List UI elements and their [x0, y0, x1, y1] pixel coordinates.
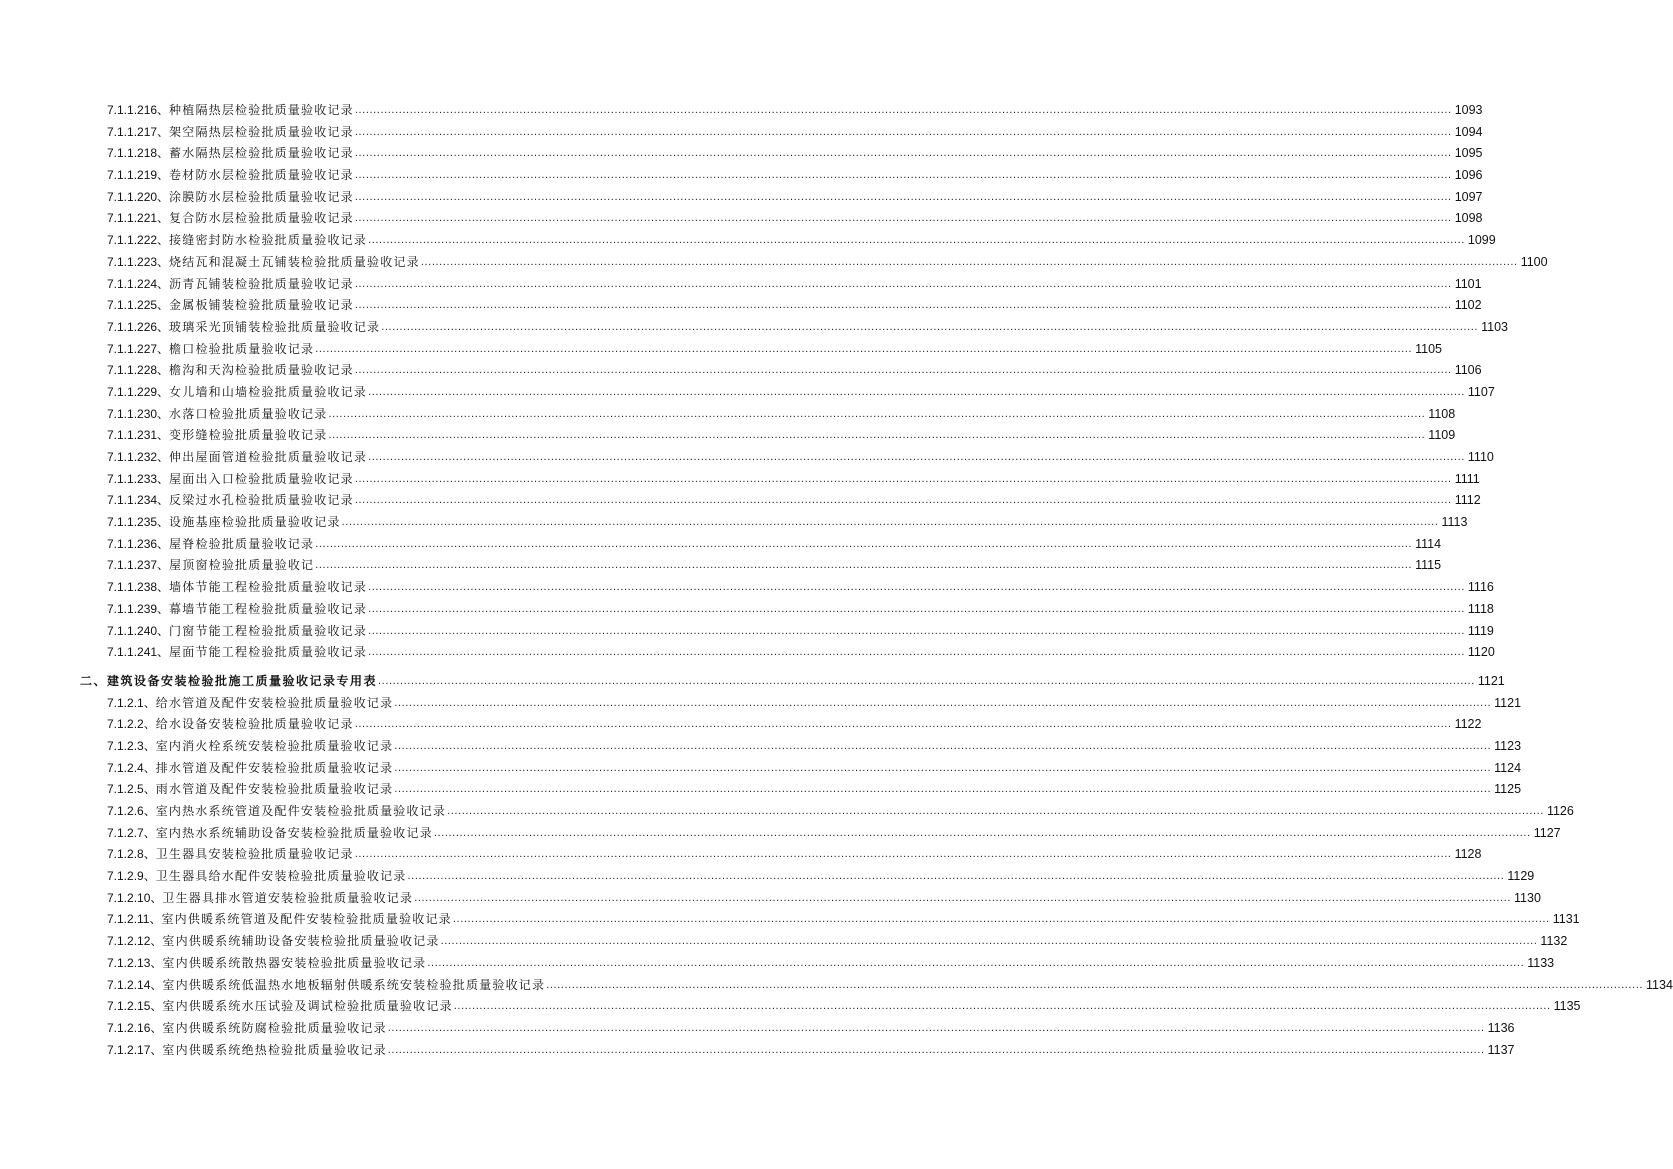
entry-label [107, 404, 328, 426]
entry-label [107, 230, 368, 252]
toc-entry[interactable] [0, 953, 1555, 975]
entry-page-number: 1093 [1454, 103, 1483, 117]
entry-page-number: 1134 [1646, 977, 1673, 992]
toc-entry[interactable] [0, 888, 1541, 910]
leader-dots: ............................................................................................................................................................................................................................................................................................................ [354, 299, 1452, 312]
table-of-contents [0, 100, 1673, 1061]
toc-entry[interactable] [0, 252, 1548, 274]
entry-title: 檐口检验批质量验收记录 [169, 341, 315, 356]
entry-page-number: 1101 [1454, 276, 1482, 291]
entry-label [107, 736, 394, 758]
entry-page-number: 1116 [1467, 580, 1494, 595]
entry-page-number: 1124 [1494, 760, 1522, 775]
entry-page-number: 1115 [1415, 558, 1442, 573]
entry-number: 7.1.1.222、 [107, 233, 170, 248]
toc-entry[interactable] [0, 425, 1456, 447]
leader-dots: ............................................................................................................................................................................................................................................................................................................ [315, 342, 1413, 355]
toc-entry[interactable] [0, 274, 1482, 296]
entry-label [107, 317, 381, 339]
toc-entry[interactable] [0, 996, 1581, 1018]
leader-dots: ............................................................................................................................................................................................................................................................................................................ [414, 891, 1512, 904]
entry-title: 室内供暖系统绝热检验批质量验收记录 [162, 1042, 387, 1057]
entry-label [107, 512, 342, 534]
leader-dots: ............................................................................................................................................................................................................................................................................................................ [381, 320, 1479, 333]
entry-label [107, 208, 355, 230]
leader-dots: ............................................................................................................................................................................................................................................................................................................ [378, 674, 1475, 687]
entry-number: 7.1.1.241、 [107, 645, 170, 660]
toc-entry[interactable] [0, 295, 1482, 317]
toc-group-building-equipment [0, 693, 1673, 1062]
leader-dots: ............................................................................................................................................................................................................................................................................................................ [328, 429, 1426, 442]
entry-page-number: 1119 [1467, 623, 1494, 638]
entry-title: 室内供暖系统辅助设备安装检验批质量验收记录 [162, 934, 440, 949]
entry-number: 7.1.2.1、 [107, 695, 156, 710]
entry-title: 室内供暖系统水压试验及调试检验批质量验收记录 [162, 999, 453, 1014]
entry-title: 雨水管道及配件安装检验批质量验收记录 [155, 782, 394, 797]
leader-dots: ............................................................................................................................................................................................................................................................................................................ [368, 234, 1465, 247]
leader-dots: ............................................................................................................................................................................................................................................................................................................ [427, 956, 1525, 969]
leader-dots: ............................................................................................................................................................................................................................................................................................................ [354, 848, 1452, 861]
entry-number: 7.1.1.236、 [107, 536, 170, 551]
entry-label [107, 469, 355, 491]
entry-title: 幕墙节能工程检验批质量验收记录 [169, 601, 368, 616]
entry-label [107, 866, 408, 888]
toc-entry[interactable] [0, 230, 1496, 252]
entry-label [107, 801, 447, 823]
toc-entry[interactable] [0, 447, 1494, 469]
entry-number: 7.1.2.16、 [107, 1020, 163, 1035]
leader-dots: ............................................................................................................................................................................................................................................................................................................ [354, 472, 1452, 485]
entry-label [107, 693, 394, 715]
entry-title: 墙体节能工程检验批质量验收记录 [169, 580, 368, 595]
toc-entry[interactable] [0, 360, 1482, 382]
entry-page-number: 1128 [1454, 847, 1482, 862]
leader-dots: ............................................................................................................................................................................................................................................................................................................ [354, 147, 1452, 160]
entry-label [107, 122, 355, 144]
leader-dots: ............................................................................................................................................................................................................................................................................................................ [440, 935, 1538, 948]
entry-number: 7.1.2.15、 [107, 999, 163, 1014]
entry-label [107, 339, 315, 361]
leader-dots: ............................................................................................................................................................................................................................................................................................................ [354, 169, 1452, 182]
toc-entry[interactable] [0, 1018, 1515, 1040]
entry-page-number: 1110 [1467, 450, 1494, 464]
entry-number: 7.1.1.240、 [107, 623, 170, 638]
entry-number: 7.1.1.220、 [107, 189, 170, 204]
entry-page-number: 1106 [1454, 363, 1482, 378]
entry-title: 卫生器具排水管道安装检验批质量验收记录 [162, 890, 414, 905]
entry-page-number: 1113 [1441, 515, 1468, 530]
toc-entry[interactable] [0, 555, 1442, 577]
leader-dots: ............................................................................................................................................................................................................................................................................................................ [354, 364, 1452, 377]
entry-label [107, 360, 355, 382]
entry-title: 沥青瓦铺装检验批质量验收记录 [169, 276, 354, 291]
entry-title: 屋面节能工程检验批质量验收记录 [169, 645, 368, 660]
entry-label [107, 274, 355, 296]
entry-label [107, 909, 453, 931]
leader-dots: ............................................................................................................................................................................................................................................................................................................ [315, 559, 1413, 572]
entry-title: 蓄水隔热层检验批质量验收记录 [169, 146, 354, 161]
entry-title: 烧结瓦和混凝土瓦铺装检验批质量验收记录 [169, 254, 420, 269]
entry-page-number: 1109 [1428, 428, 1456, 443]
section-page-number: 1121 [1477, 673, 1505, 688]
leader-dots: ............................................................................................................................................................................................................................................................................................................ [394, 761, 1492, 774]
entry-number: 7.1.2.13、 [107, 955, 163, 970]
entry-label [107, 888, 414, 910]
entry-number: 7.1.1.233、 [107, 471, 170, 486]
entry-title: 伸出屋面管道检验批质量验收记录 [169, 450, 368, 464]
leader-dots: ............................................................................................................................................................................................................................................................................................................ [433, 826, 1531, 839]
entry-title: 卷材防水层检验批质量验收记录 [169, 168, 354, 183]
leader-dots: ............................................................................................................................................................................................................................................................................................................ [394, 783, 1492, 796]
entry-title: 玻璃采光顶铺装检验批质量验收记录 [169, 319, 381, 334]
toc-entry[interactable] [0, 339, 1442, 361]
entry-page-number: 1137 [1487, 1042, 1515, 1057]
entry-title: 设施基座检验批质量验收记录 [169, 515, 341, 530]
toc-entry[interactable] [0, 909, 1580, 931]
toc-entry[interactable] [0, 187, 1483, 209]
entry-number: 7.1.1.217、 [107, 124, 170, 139]
entry-label [107, 425, 328, 447]
entry-number: 7.1.1.218、 [107, 146, 170, 161]
toc-entry[interactable] [0, 931, 1568, 953]
toc-entry[interactable] [0, 382, 1495, 404]
toc-entry[interactable] [0, 779, 1522, 801]
entry-title: 屋面出入口检验批质量验收记录 [169, 471, 354, 486]
entry-label [107, 996, 454, 1018]
entry-label [107, 599, 368, 621]
entry-number: 7.1.1.231、 [107, 428, 170, 443]
leader-dots: ............................................................................................................................................................................................................................................................................................................ [407, 870, 1505, 883]
entry-page-number: 1096 [1454, 168, 1483, 183]
entry-title: 室内供暖系统低温热水地板辐射供暖系统安装检验批质量验收记录 [162, 977, 546, 992]
entry-number: 7.1.1.230、 [107, 406, 170, 421]
entry-title: 反梁过水孔检验批质量验收记录 [169, 493, 354, 508]
entry-page-number: 1097 [1454, 189, 1483, 204]
entry-page-number: 1122 [1454, 717, 1482, 732]
entry-number: 7.1.1.219、 [107, 168, 170, 183]
toc-entry[interactable] [0, 165, 1483, 187]
entry-page-number: 1132 [1540, 934, 1568, 949]
leader-dots: ............................................................................................................................................................................................................................................................................................................ [387, 1021, 1485, 1034]
leader-dots: ............................................................................................................................................................................................................................................................................................................ [354, 190, 1452, 203]
entry-title: 排水管道及配件安装检验批质量验收记录 [155, 760, 394, 775]
entry-number: 7.1.2.4、 [107, 760, 156, 775]
entry-number: 7.1.2.11、 [107, 912, 162, 927]
leader-dots: ............................................................................................................................................................................................................................................................................................................ [354, 718, 1452, 731]
entry-title: 室内热水系统管道及配件安装检验批质量验收记录 [155, 804, 447, 818]
entry-page-number: 1118 [1467, 601, 1494, 616]
leader-dots: ............................................................................................................................................................................................................................................................................................................ [328, 407, 1426, 420]
entry-label [107, 642, 368, 664]
entry-title: 室内供暖系统防腐检验批质量验收记录 [162, 1020, 387, 1035]
entry-label [107, 844, 355, 866]
toc-entry[interactable] [0, 801, 1574, 823]
entry-page-number: 1099 [1467, 233, 1496, 248]
entry-title: 种植隔热层检验批质量验收记录 [169, 103, 354, 117]
entry-number: 7.1.2.14、 [107, 977, 163, 992]
toc-entry[interactable] [0, 404, 1456, 426]
entry-title: 给水管道及配件安装检验批质量验收记录 [155, 695, 394, 710]
entry-page-number: 1094 [1454, 124, 1483, 139]
toc-entry[interactable] [0, 714, 1482, 736]
entry-page-number: 1102 [1454, 298, 1482, 313]
entry-label [107, 577, 368, 599]
entry-label [107, 975, 546, 997]
entry-number: 7.1.1.224、 [107, 276, 170, 291]
entry-label [107, 931, 441, 953]
entry-number: 7.1.2.2、 [107, 717, 156, 732]
entry-label [107, 382, 368, 404]
entry-page-number: 1136 [1487, 1020, 1515, 1035]
entry-label [107, 447, 368, 469]
entry-title: 室内供暖系统散热器安装检验批质量验收记录 [162, 955, 427, 970]
toc-entry[interactable] [0, 534, 1442, 556]
leader-dots: ............................................................................................................................................................................................................................................................................................................ [447, 805, 1544, 817]
toc-entry[interactable] [0, 866, 1535, 888]
entry-number: 7.1.1.238、 [107, 580, 170, 595]
leader-dots: ............................................................................................................................................................................................................................................................................................................ [354, 104, 1452, 116]
entry-title: 卫生器具安装检验批质量验收记录 [155, 847, 354, 862]
entry-page-number: 1107 [1467, 384, 1495, 399]
entry-page-number: 1120 [1467, 645, 1495, 660]
entry-title: 女儿墙和山墙检验批质量验收记录 [169, 384, 368, 399]
section-title: 二、建筑设备安装检验批施工质量验收记录专用表 [80, 671, 378, 693]
entry-page-number: 1129 [1507, 869, 1535, 884]
toc-entry[interactable] [0, 512, 1468, 534]
entry-label [107, 953, 427, 975]
toc-entry[interactable] [0, 621, 1494, 643]
entry-page-number: 1130 [1514, 890, 1541, 905]
entry-page-number: 1127 [1533, 825, 1561, 840]
leader-dots: ............................................................................................................................................................................................................................................................................................................ [368, 451, 1465, 463]
entry-title: 金属板铺装检验批质量验收记录 [169, 298, 354, 313]
entry-number: 7.1.2.3、 [107, 738, 156, 753]
entry-number: 7.1.1.227、 [107, 341, 170, 356]
toc-entry[interactable] [0, 693, 1522, 715]
entry-number: 7.1.1.226、 [107, 319, 170, 334]
toc-entry[interactable] [0, 577, 1494, 599]
entry-page-number: 1126 [1546, 804, 1574, 818]
entry-label [107, 779, 394, 801]
leader-dots: ............................................................................................................................................................................................................................................................................................................ [354, 212, 1452, 225]
leader-dots: ............................................................................................................................................................................................................................................................................................................ [354, 125, 1452, 138]
entry-label [107, 100, 355, 122]
leader-dots: ............................................................................................................................................................................................................................................................................................................ [452, 913, 1550, 926]
entry-title: 檐沟和天沟检验批质量验收记录 [169, 363, 354, 378]
entry-page-number: 1098 [1454, 211, 1483, 226]
toc-entry[interactable] [0, 736, 1522, 758]
toc-entry[interactable] [0, 758, 1522, 780]
entry-number: 7.1.2.6、 [107, 804, 156, 818]
leader-dots: ............................................................................................................................................................................................................................................................................................................ [420, 255, 1518, 268]
entry-label [107, 534, 315, 556]
toc-section-heading[interactable] [0, 671, 1505, 693]
entry-label [107, 490, 355, 512]
entry-page-number: 1105 [1415, 341, 1442, 356]
entry-title: 接缝密封防水检验批质量验收记录 [169, 233, 368, 248]
entry-page-number: 1133 [1527, 955, 1555, 970]
entry-title: 室内热水系统辅助设备安装检验批质量验收记录 [155, 825, 433, 840]
leader-dots: ............................................................................................................................................................................................................................................................................................................ [341, 516, 1439, 529]
toc-entry[interactable] [0, 599, 1494, 621]
entry-label [107, 714, 355, 736]
toc-entry[interactable] [0, 844, 1482, 866]
entry-label [107, 758, 394, 780]
leader-dots: ............................................................................................................................................................................................................................................................................................................ [368, 602, 1465, 615]
entry-label [107, 1040, 388, 1062]
entry-page-number: 1095 [1454, 146, 1483, 161]
toc-entry[interactable] [0, 208, 1483, 230]
entry-number: 7.1.2.9、 [107, 869, 156, 884]
toc-entry[interactable] [0, 975, 1673, 997]
entry-page-number: 1111 [1454, 471, 1480, 486]
toc-entry[interactable] [0, 469, 1480, 491]
entry-page-number: 1103 [1481, 319, 1508, 334]
entry-number: 7.1.1.232、 [107, 450, 170, 464]
entry-number: 7.1.1.221、 [107, 211, 170, 226]
toc-entry[interactable] [0, 490, 1481, 512]
leader-dots: ............................................................................................................................................................................................................................................................................................................ [315, 537, 1413, 550]
entry-number: 7.1.1.228、 [107, 363, 170, 378]
entry-number: 7.1.2.17、 [107, 1042, 163, 1057]
entry-page-number: 1135 [1553, 999, 1581, 1014]
entry-label [107, 295, 355, 317]
entry-title: 室内供暖系统管道及配件安装检验批质量验收记录 [161, 912, 452, 927]
entry-title: 门窗节能工程检验批质量验收记录 [169, 623, 368, 638]
toc-entry[interactable] [0, 100, 1483, 122]
leader-dots: ............................................................................................................................................................................................................................................................................................................ [354, 277, 1452, 290]
toc-group-roof-and-energy [0, 100, 1548, 664]
entry-number: 7.1.2.10、 [107, 890, 163, 905]
toc-entry[interactable] [0, 823, 1561, 845]
leader-dots: ............................................................................................................................................................................................................................................................................................................ [354, 494, 1452, 507]
entry-title: 室内消火栓系统安装检验批质量验收记录 [155, 738, 394, 753]
leader-dots: ............................................................................................................................................................................................................................................................................................................ [394, 739, 1492, 752]
entry-title: 给水设备安装检验批质量验收记录 [155, 717, 354, 732]
entry-label [107, 555, 315, 577]
entry-page-number: 1114 [1415, 536, 1442, 551]
entry-number: 7.1.1.216、 [107, 103, 170, 117]
leader-dots: ............................................................................................................................................................................................................................................................................................................ [368, 646, 1465, 659]
entry-title: 水落口检验批质量验收记录 [169, 406, 328, 421]
entry-number: 7.1.1.237、 [107, 558, 170, 573]
entry-number: 7.1.1.225、 [107, 298, 170, 313]
toc-entry[interactable] [0, 143, 1483, 165]
leader-dots: ............................................................................................................................................................................................................................................................................................................ [368, 581, 1465, 594]
entry-title: 屋脊检验批质量验收记录 [169, 536, 315, 551]
entry-page-number: 1108 [1428, 406, 1456, 421]
entry-title: 卫生器具给水配件安装检验批质量验收记录 [155, 869, 407, 884]
entry-title: 架空隔热层检验批质量验收记录 [169, 124, 354, 139]
entry-title: 变形缝检验批质量验收记录 [169, 428, 328, 443]
toc-entry[interactable] [0, 317, 1508, 339]
entry-page-number: 1121 [1494, 695, 1522, 710]
toc-entry[interactable] [0, 1040, 1515, 1062]
entry-title: 复合防水层检验批质量验收记录 [169, 211, 354, 226]
entry-label [107, 143, 355, 165]
leader-dots: ............................................................................................................................................................................................................................................................................................................ [546, 978, 1644, 991]
entry-number: 7.1.1.234、 [107, 493, 170, 508]
entry-number: 7.1.1.229、 [107, 384, 170, 399]
leader-dots: ............................................................................................................................................................................................................................................................................................................ [394, 696, 1492, 709]
entry-page-number: 1100 [1520, 254, 1548, 269]
toc-entry[interactable] [0, 642, 1495, 664]
entry-label [107, 621, 368, 643]
entry-page-number: 1123 [1494, 738, 1522, 753]
entry-title: 屋顶窗检验批质量验收记 [169, 558, 315, 573]
entry-title: 涂膜防水层检验批质量验收记录 [169, 189, 354, 204]
entry-label [107, 187, 355, 209]
entry-label [107, 823, 434, 845]
entry-number: 7.1.1.223、 [107, 254, 170, 269]
entry-number: 7.1.2.7、 [107, 825, 156, 840]
entry-number: 7.1.2.12、 [107, 934, 163, 949]
entry-number: 7.1.1.235、 [107, 515, 170, 530]
entry-number: 7.1.2.8、 [107, 847, 156, 862]
leader-dots: ............................................................................................................................................................................................................................................................................................................ [453, 1000, 1551, 1013]
entry-label [107, 252, 421, 274]
entry-page-number: 1131 [1552, 912, 1580, 927]
entry-number: 7.1.1.239、 [107, 601, 170, 616]
entry-page-number: 1125 [1494, 782, 1522, 797]
leader-dots: ............................................................................................................................................................................................................................................................................................................ [368, 385, 1465, 398]
leader-dots: ............................................................................................................................................................................................................................................................................................................ [387, 1043, 1485, 1056]
entry-page-number: 1112 [1454, 493, 1481, 508]
toc-entry[interactable] [0, 122, 1483, 144]
entry-label [107, 165, 355, 187]
entry-label [107, 1018, 388, 1040]
leader-dots: ............................................................................................................................................................................................................................................................................................................ [368, 624, 1465, 637]
entry-number: 7.1.2.5、 [107, 782, 156, 797]
